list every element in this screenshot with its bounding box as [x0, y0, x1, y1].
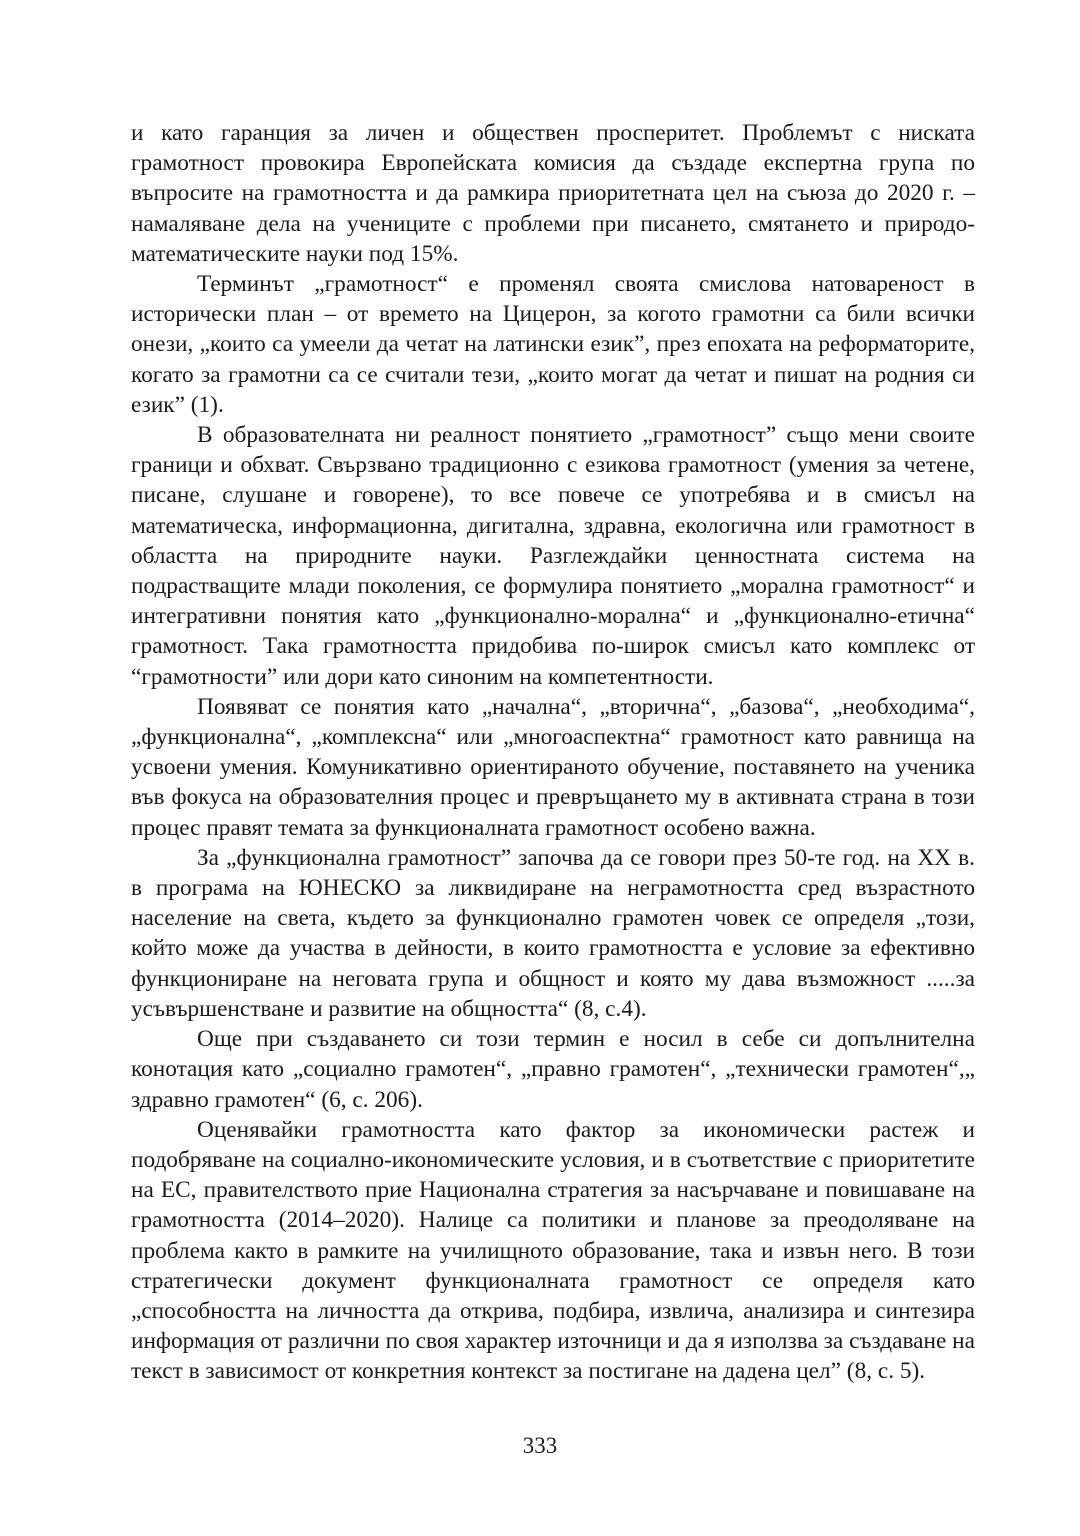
body-text: [131, 118, 975, 1387]
paragraph-7: Оценявайки грамотността като фактор за икономически растеж и подобряване на социално-икономическите условия, и в съответствие с приоритетите на ЕС, правителството прие Национална стратегия за насърчаване и повишаване на грамотността (2014–2020). Налице са политики и планове за преодоляване на проблема както в рамките на училищното образование, така и извън него. В този стратегически документ функционалната грамотност се определя като „способността на личността да открива, подбира, извлича, анализира и синтезира информация от различни по своя характер източници и да я използва за създаване на текст в зависимост от конкретния контекст за постигане на дадена цел” (8, с. 5).: [131, 1116, 975, 1385]
page-number: 333: [522, 1433, 558, 1458]
paragraph-1: и като гаранция за личен и обществен просперитет. Проблемът с ниската грамотност провокира Европейската комисия да създаде експертна група по въпросите на грамотността и да рамкира приоритетната цел на съюза до 2020 г. – намаляване дела на учениците с проблеми при писането, смятането и природо-математическите науки под 15%.: [131, 120, 975, 267]
paragraph-4: Появяват се понятия като „начална“, „вторична“, „базова“, „необходима“, „функционална“, „комплексна“ или „многоаспектна“ грамотност като равнища на усвоени умения. Комуникативно ориентираното обучение, поставянето на ученика във фокуса на образователния процес и превръщането му в активната страна в този процес правят темата за функционалната грамотност особено важна.: [131, 693, 975, 841]
paragraph-3: В образователната ни реалност понятието „грамотност” също мени своите граници и обхват. Свързвано традиционно с езикова грамотност (умения за четене, писане, слушане и говорене), то все повече се употребява и в смисъл на математическа, информационна, дигитална, здравна, екологична или грамотност в областта на природните науки. Разглеждайки ценностната система на подрастващите млади поколения, се формулира понятието „морална грамотност“ и интегративни понятия като „функционално-морална“ и „функционално-етична“ грамотност. Така грамотността придобива по-широк смисъл като комплекс от “грамотности” или дори като синоним на компетентности.: [131, 422, 975, 690]
paragraph-2: Терминът „грамотност“ е променял своята смислова натовареност в исторически план – от времето на Цицерон, за когото грамотни са били всички онези, „които са умеели да четат на латински език”, през епохата на реформаторите, когато за грамотни са се считали тези, „които могат да четат и пишат на родния си език” (1).: [131, 271, 975, 418]
paragraph-5: За „функционална грамотност” започва да се говори през 50-те год. на ХХ в. в програма на ЮНЕСКО за ликвидиране на неграмотността сред възрастното население на света, където за функционално грамотен човек се определя „този, който може да участва в дейности, в които грамотността е условие за ефективно функциониране на неговата група и общност и която му дава възможност .....за усъвършенстване и развитие на общността“ (8, с.4).: [131, 844, 975, 1022]
paragraph-6: Още при създаването си този термин е носил в себе си допълнителна конотация като „социално грамотен“, „правно грамотен“, „технически грамотен“,„ здравно грамотен“ (6, с. 206).: [131, 1026, 975, 1113]
